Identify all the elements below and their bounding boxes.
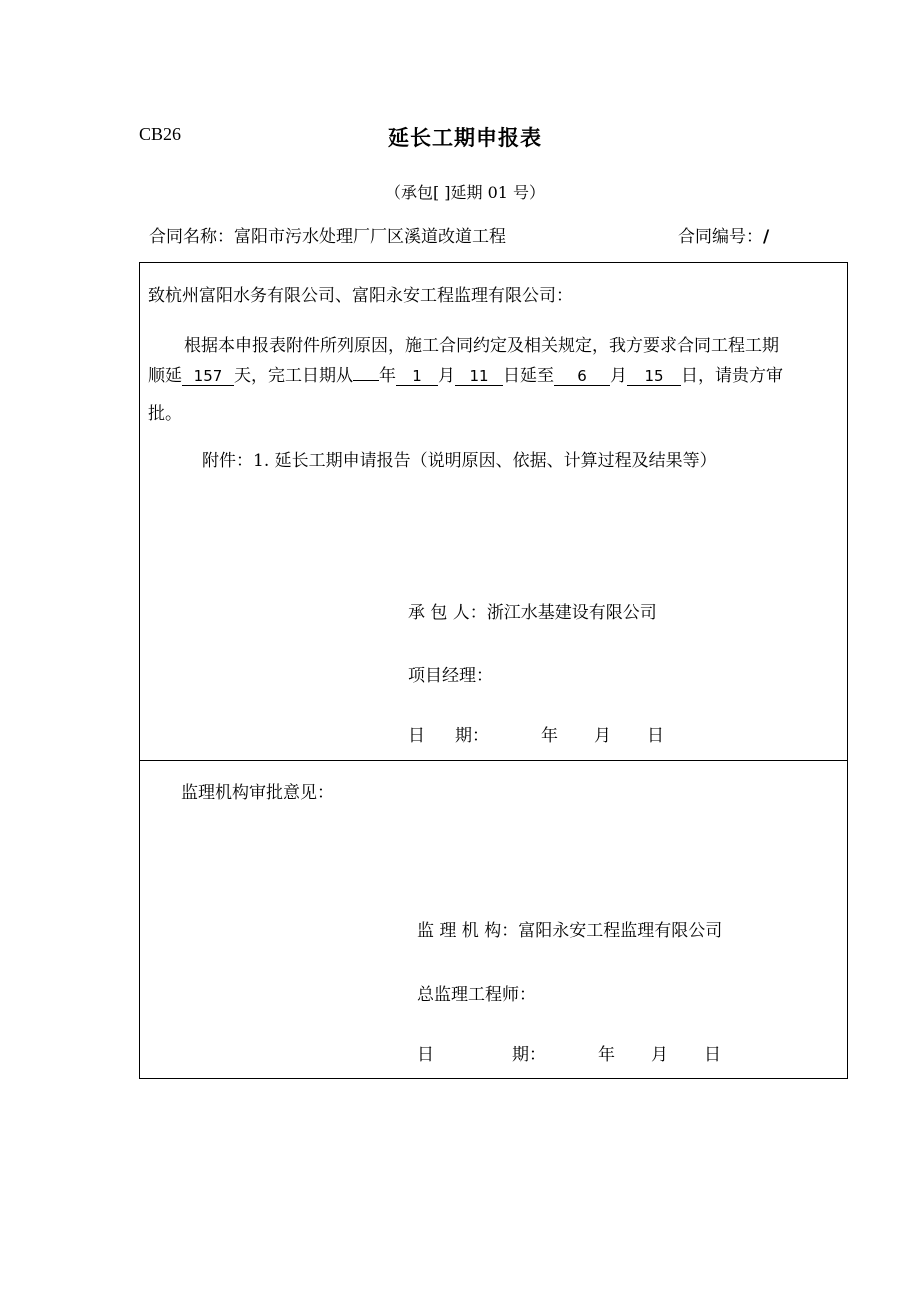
day-field: 11	[455, 367, 503, 386]
new-month-unit: 月	[610, 366, 627, 386]
month-field: 1	[396, 367, 438, 386]
contract-number	[678, 222, 769, 247]
contractor	[408, 598, 657, 623]
date-label-period: 期：	[455, 726, 489, 746]
request-paragraph-line3: 批。	[148, 404, 182, 424]
page-title: 延长工期申报表	[388, 126, 542, 150]
project-manager: 项目经理：	[408, 666, 493, 686]
date-month: 月	[594, 726, 611, 746]
supervision-org	[417, 916, 722, 941]
contract-name-label: 合同名称：	[149, 227, 234, 247]
contract-number-label: 合同编号：	[678, 227, 763, 247]
date-day: 日	[704, 1045, 721, 1065]
request-paragraph-line2	[148, 361, 783, 386]
request-paragraph-line1: 根据本申报表附件所列原因，施工合同约定及相关规定，我方要求合同工程工期	[184, 336, 779, 356]
form-subtitle: （承包[ ]延期 01 号）	[384, 183, 546, 202]
date-label-day: 日	[408, 726, 425, 746]
date-label-period: 期：	[512, 1045, 546, 1065]
chief-engineer: 总监理工程师：	[417, 985, 536, 1005]
supervision-org-label: 监 理 机 构：	[417, 921, 519, 941]
contract-name	[149, 222, 506, 247]
year-field	[353, 380, 379, 381]
addressee: 致杭州富阳水务有限公司、富阳永安工程监理有限公司：	[148, 286, 573, 306]
date-month: 月	[651, 1045, 668, 1065]
month-unit: 月	[438, 366, 455, 386]
new-month-field: 6	[554, 367, 610, 386]
date-year: 年	[598, 1045, 615, 1065]
date-day: 日	[647, 726, 664, 746]
contractor-label: 承 包 人：	[408, 603, 487, 623]
new-day-field: 15	[627, 367, 681, 386]
year-unit: 年	[379, 366, 396, 386]
contract-name-value: 富阳市污水处理厂厂区溪道改道工程	[234, 227, 506, 247]
form-code: CB26	[139, 124, 182, 144]
attachment-note: 附件：1. 延长工期申请报告（说明原因、依据、计算过程及结果等）	[202, 451, 717, 471]
days-field: 157	[182, 367, 234, 386]
form-table	[139, 262, 848, 1079]
supervision-title: 监理机构审批意见：	[181, 783, 334, 803]
application-date	[408, 721, 664, 746]
supervision-org-value: 富阳永安工程监理有限公司	[518, 921, 723, 941]
supervision-date	[417, 1040, 721, 1065]
section-divider	[140, 760, 847, 761]
date-year: 年	[541, 726, 558, 746]
days-unit: 天，完工日期从	[234, 366, 353, 386]
contract-number-value: /	[763, 227, 770, 247]
extend-label: 顺延	[148, 366, 182, 386]
date-label-day: 日	[417, 1045, 434, 1065]
contractor-value: 浙江水基建设有限公司	[486, 603, 657, 623]
day-unit-extend: 日延至	[503, 366, 554, 386]
request-tail: 日，请贵方审	[681, 366, 783, 386]
